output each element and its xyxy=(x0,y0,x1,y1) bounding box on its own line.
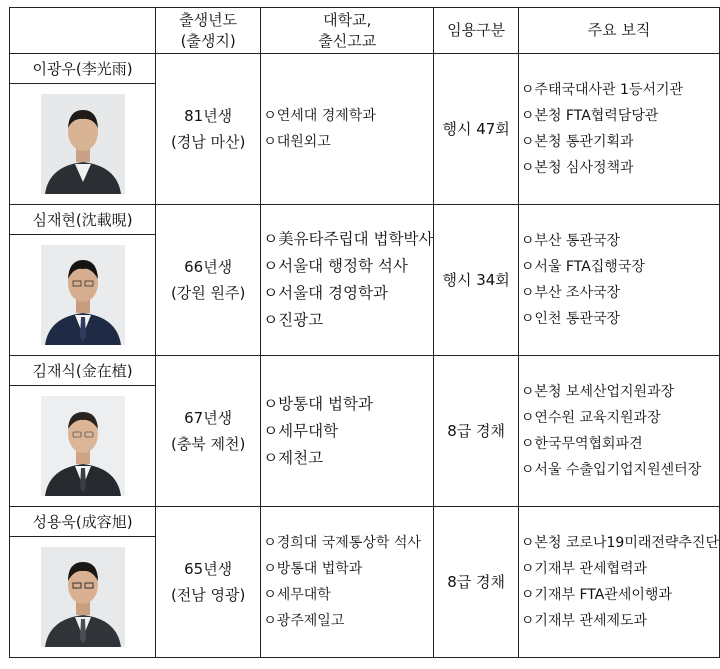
position-item: ㅇ인천 통관국장 xyxy=(520,311,621,327)
birth-year: 65년생 xyxy=(184,560,233,578)
person-name: 이광우(李光雨) xyxy=(10,54,156,84)
header-birth xyxy=(156,8,261,54)
position-item: ㅇ기재부 관세협력과 xyxy=(520,561,648,577)
education-item: ㅇ대원외고 xyxy=(263,134,331,150)
person-name-row xyxy=(10,507,720,537)
header-education xyxy=(261,8,434,54)
education-item: ㅇ광주제일고 xyxy=(263,613,345,629)
photo-cell xyxy=(10,386,156,507)
person-name: 김재식(金在植) xyxy=(10,356,156,386)
education-item: ㅇ서울대 행정학 석사 xyxy=(263,257,408,275)
birth-cell xyxy=(156,356,261,507)
person-name: 성용욱(成容旭) xyxy=(10,507,156,537)
header-row xyxy=(10,8,720,54)
position-item: ㅇ부산 통관국장 xyxy=(520,233,621,249)
portrait-photo xyxy=(41,94,125,194)
position-item: ㅇ본청 심사정책과 xyxy=(520,160,634,176)
person-name-row xyxy=(10,356,720,386)
header-positions: 주요 보직 xyxy=(518,8,719,54)
education-item: ㅇ진광고 xyxy=(263,311,324,329)
positions-cell xyxy=(518,507,719,658)
education-cell xyxy=(261,507,434,658)
birth-cell xyxy=(156,54,261,205)
position-item: ㅇ서울 수출입기업지원센터장 xyxy=(520,462,702,478)
education-cell xyxy=(261,54,434,205)
education-item: ㅇ제천고 xyxy=(263,448,324,467)
positions-cell xyxy=(518,54,719,205)
appointment-cell: 8급 경채 xyxy=(434,356,519,507)
position-item: ㅇ기재부 관세제도과 xyxy=(520,613,648,629)
header-education-line1: 대학교, xyxy=(323,10,372,29)
position-item: ㅇ한국무역협회파견 xyxy=(520,436,643,452)
education-item: ㅇ세무대학 xyxy=(263,587,331,603)
header-name-col xyxy=(10,8,156,54)
position-item: ㅇ기재부 FTA관세이행과 xyxy=(520,587,672,603)
header-education-line2: 출신고교 xyxy=(318,31,377,50)
person-name-row xyxy=(10,54,720,84)
education-item: ㅇ美유타주립대 법학박사 xyxy=(263,230,434,248)
position-item: ㅇ주태국대사관 1등서기관 xyxy=(520,82,684,98)
position-item: ㅇ서울 FTA집행국장 xyxy=(520,259,645,275)
position-item: ㅇ부산 조사국장 xyxy=(520,285,621,301)
education-item: ㅇ연세대 경제학과 xyxy=(263,108,376,124)
personnel-table xyxy=(9,7,720,658)
birth-cell xyxy=(156,507,261,658)
birth-place: (충북 제천) xyxy=(170,435,246,453)
header-birth-line1: 출생년도 xyxy=(179,10,238,29)
birth-cell xyxy=(156,205,261,356)
education-cell xyxy=(261,205,434,356)
position-item: ㅇ본청 보세산업지원과장 xyxy=(520,384,675,400)
portrait-photo xyxy=(41,396,125,496)
birth-place: (전남 영광) xyxy=(170,586,246,604)
appointment-cell: 8급 경채 xyxy=(434,507,519,658)
education-item: ㅇ방통대 법학과 xyxy=(263,561,363,577)
education-item: ㅇ서울대 경영학과 xyxy=(263,284,388,302)
position-item: ㅇ본청 FTA협력담당관 xyxy=(520,108,659,124)
positions-cell xyxy=(518,356,719,507)
appointment-cell: 행시 34회 xyxy=(434,205,519,356)
header-birth-line2: (출생지) xyxy=(180,31,236,50)
birth-place: (경남 마산) xyxy=(170,133,246,151)
birth-year: 67년생 xyxy=(184,409,233,427)
education-item: ㅇ경희대 국제통상학 석사 xyxy=(263,535,421,551)
position-item: ㅇ연수원 교육지원과장 xyxy=(520,410,661,426)
education-item: ㅇ방통대 법학과 xyxy=(263,394,373,413)
birth-place: (강원 원주) xyxy=(170,284,246,302)
person-name: 심재현(沈載晛) xyxy=(10,205,156,235)
position-item: ㅇ본청 통관기획과 xyxy=(520,134,634,150)
appointment-cell: 행시 47회 xyxy=(434,54,519,205)
birth-year: 66년생 xyxy=(184,258,233,276)
positions-cell xyxy=(518,205,719,356)
header-appointment: 임용구분 xyxy=(434,8,519,54)
photo-cell xyxy=(10,537,156,658)
portrait-photo xyxy=(41,245,125,345)
photo-cell xyxy=(10,84,156,205)
education-item: ㅇ세무대학 xyxy=(263,421,339,440)
education-cell xyxy=(261,356,434,507)
photo-cell xyxy=(10,235,156,356)
person-name-row xyxy=(10,205,720,235)
portrait-photo xyxy=(41,547,125,647)
position-item: ㅇ본청 코로나19미래전략추진단 xyxy=(520,535,719,551)
birth-year: 81년생 xyxy=(184,107,233,125)
